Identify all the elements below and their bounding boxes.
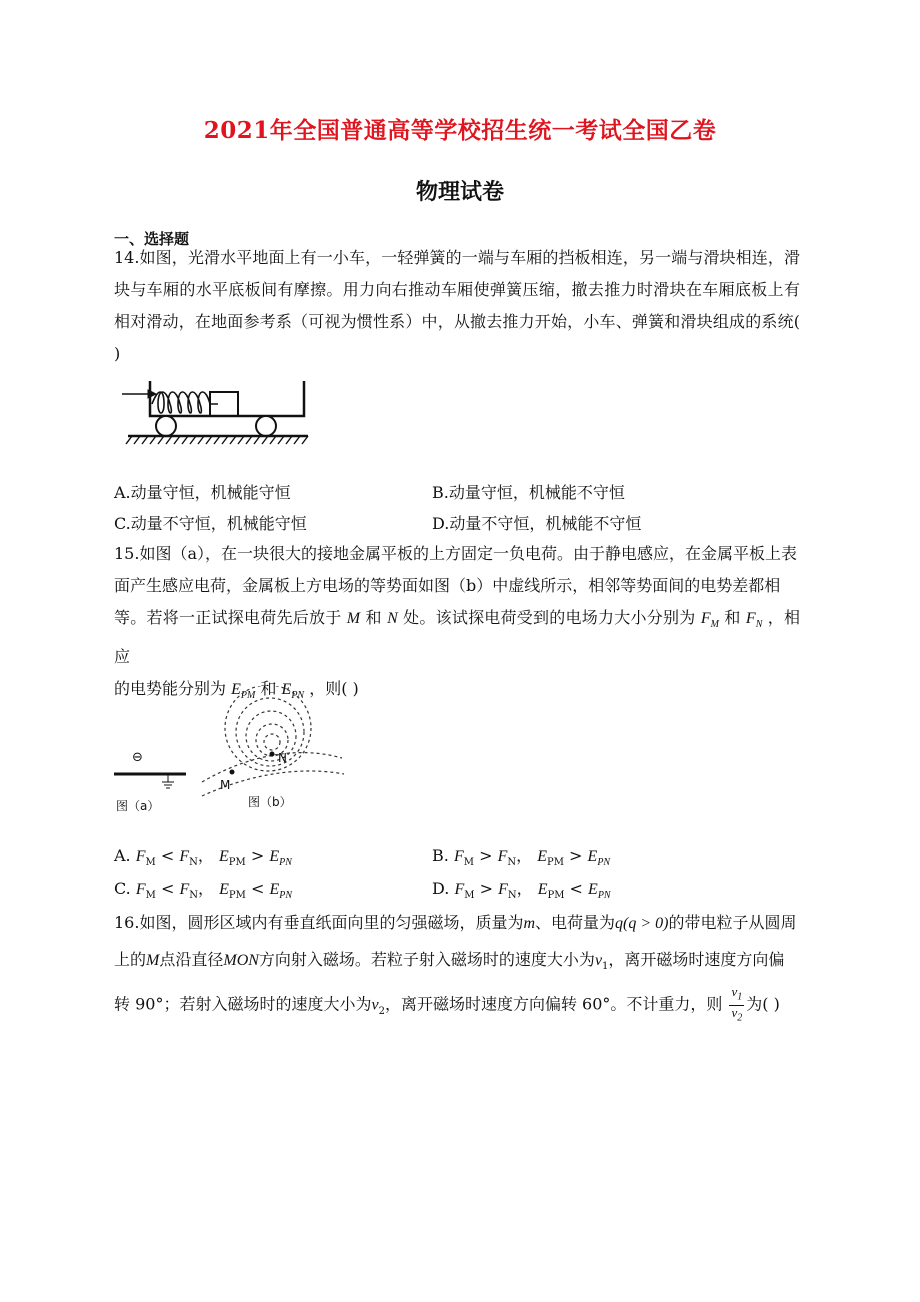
spring — [152, 392, 218, 413]
figure-b-label: 图（b） — [248, 795, 292, 809]
cart-spring-figure — [118, 376, 314, 448]
cart-body — [150, 381, 304, 416]
q14-option-b[interactable]: B.动量守恒，机械能不守恒 — [432, 483, 625, 502]
question-14-text: 14.如图，光滑水平地面上有一小车，一轻弹簧的一端与车厢的挡板相连，另一端与滑块相连，滑块与车厢的水平底板间有摩擦。用力向右推动车厢使弹簧压缩，撤去推力时滑块在车厢底板上有相对滑动，在地面参考系（可视为惯性系）中，从撤去推力开始，小车、弹簧和滑块组成的系统( ) — [114, 248, 800, 363]
section-heading: 一、选择题 — [114, 230, 190, 248]
point-n-label: N — [278, 751, 287, 765]
point-m-label: M — [220, 778, 231, 792]
negative-charge-icon: ⊖ — [132, 750, 143, 765]
q16-line-3: 转 90°；若射入磁场时的速度大小为$v_2$，离开磁场时速度方向偏转 60°。不计重力，则 $\frac{v_1}{v_2}$ 为( ) — [114, 984, 780, 1024]
q14-option-a[interactable]: A.动量守恒，机械能守恒 — [114, 483, 291, 502]
q14-option-c[interactable]: C.动量不守恒，机械能守恒 — [114, 514, 307, 533]
q15-option-a[interactable]: A. $F_M < F_N$， $E_{PM} > E_{PN}$ — [114, 846, 292, 869]
ground-symbol-icon — [162, 774, 174, 788]
exam-subtitle: 物理试卷 — [415, 179, 504, 205]
q15-option-d[interactable]: D. $F_M > F_N$， $E_{PM} < E_{PN}$ — [432, 879, 611, 902]
q15-option-b[interactable]: B. $F_M > F_N$， $E_{PM} > E_{PN}$ — [432, 846, 611, 869]
q15-line-1: 15.如图（a），在一块很大的接地金属平板的上方固定一负电荷。由于静电感应，在金属平板上表 — [114, 544, 797, 563]
electric-field-figure — [110, 686, 350, 820]
q15-option-c[interactable]: C. $F_M < F_N$， $E_{PM} < E_{PN}$ — [114, 879, 293, 902]
point-n-marker — [270, 752, 275, 757]
figure-a-label: 图（a） — [116, 799, 160, 813]
q16-line-1: 16.如图，圆形区域内有垂直纸面向里的匀强磁场，质量为m、电荷量为q(q > 0)的带电粒子从圆周 — [114, 913, 797, 932]
exam-title: 2021年全国普通高等学校招生统一考试全国乙卷 — [203, 117, 717, 144]
q15-line-2: 面产生感应电荷，金属板上方电场的等势面如图（b）中虚线所示，相邻等势面间的电势差都相 — [114, 576, 781, 595]
q16-line-2: 上的M点沿直径MON方向射入磁场。若粒子射入磁场时的速度大小为$v_1$，离开磁场时速度方向偏 — [114, 950, 785, 973]
q14-option-d[interactable]: D.动量不守恒，机械能不守恒 — [432, 514, 642, 533]
velocity-ratio-fraction: $\frac{v_1}{v_2}$ — [731, 984, 743, 1024]
point-m-marker — [230, 770, 235, 775]
cart-wheel-left — [156, 416, 176, 436]
q15-line-3: 等。若将一正试探电荷先后放于 M 和 N 处。该试探电荷受到的电场力大小分别为 $F_M$ 和 $F_N$ ，相应 — [114, 608, 800, 667]
q15-line-4: 的电势能分别为 $E_{PM}$ 和 $E_{PN}$ ，则( ) — [114, 679, 359, 702]
question-16-text — [114, 905, 800, 1030]
cart-wheel-right — [256, 416, 276, 436]
